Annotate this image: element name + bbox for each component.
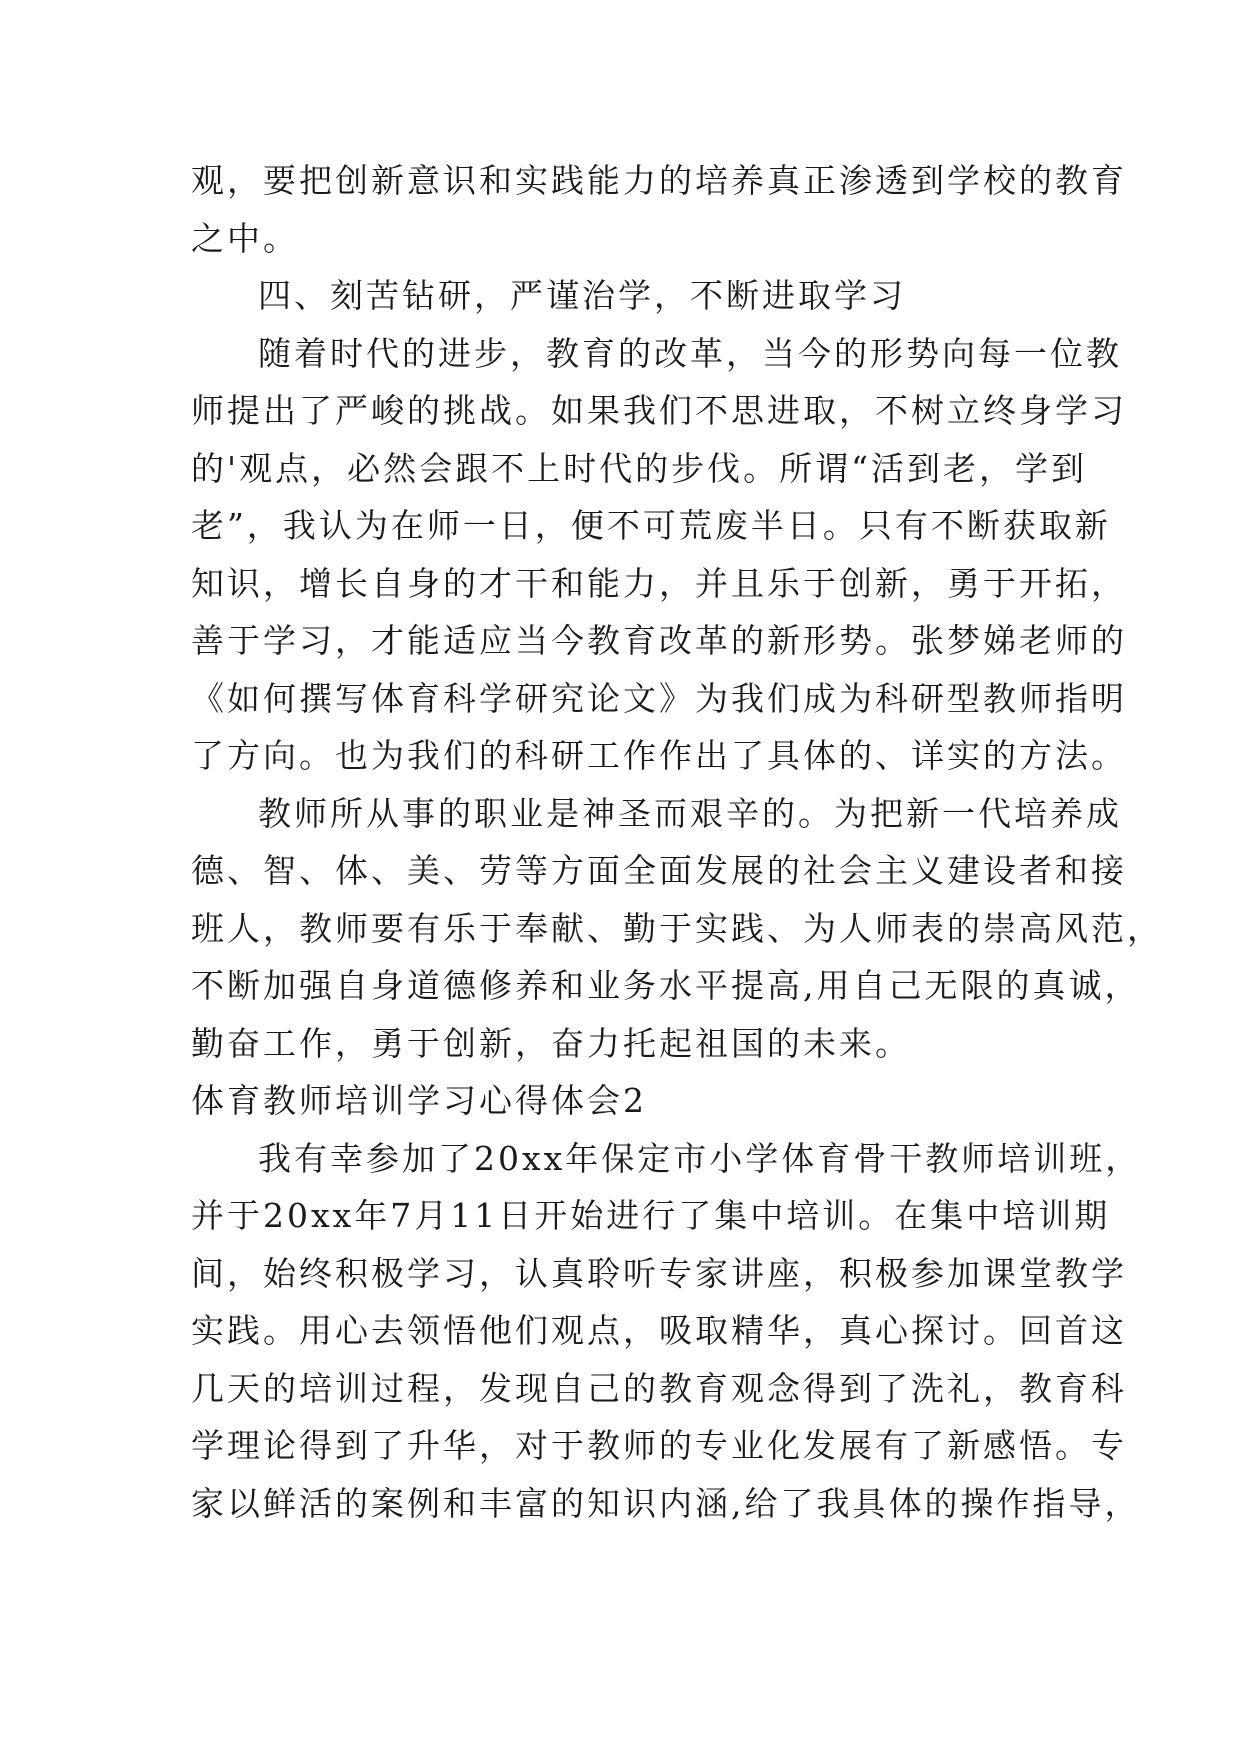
paragraph-start: 我有幸参加了20xx年保定市小学体育骨干教师培训班， (258, 1138, 1142, 1178)
text-line: 的'观点，必然会跟不上时代的步伐。所谓“活到老，学到 (191, 448, 1087, 488)
text-line: 老”，我认为在师一日，便不可荒废半日。只有不断获取新 (191, 506, 1111, 545)
paragraph-start: 随着时代的进步，教育的改革，当今的形势向每一位教 (258, 333, 1122, 373)
text-line: 间，始终积极学习，认真聆听专家讲座，积极参加课堂教学 (191, 1253, 1127, 1293)
text-line: 班人，教师要有乐于奉献、勤于实践、为人师表的崇高风范， (191, 908, 1163, 948)
text-line: 几天的培训过程，发现自己的教育观念得到了洗礼，教育科 (191, 1368, 1127, 1408)
document-body (191, 152, 1163, 1532)
text-line: 善于学习，才能适应当今教育改革的新形势。张梦娣老师的 (191, 621, 1127, 660)
section-heading: 四、刻苦钻研，严谨治学，不断进取学习 (258, 276, 906, 315)
article-title: 体育教师培训学习心得体会2 (191, 1081, 647, 1120)
text-line: 学理论得到了升华，对于教师的专业化发展有了新感悟。专 (191, 1426, 1127, 1465)
text-line: 知识，增长自身的才干和能力，并且乐于创新，勇于开拓， (191, 563, 1127, 603)
text-line: 家以鲜活的案例和丰富的知识内涵,给了我具体的操作指导， (191, 1483, 1141, 1523)
text-line: 师提出了严峻的挑战。如果我们不思进取，不树立终身学习 (191, 391, 1127, 430)
text-line: 观，要把创新意识和实践能力的培养真正渗透到学校的教育 (191, 161, 1127, 200)
text-line: 并于20xx年7月11日开始进行了集中培训。在集中培训期 (191, 1196, 1111, 1235)
text-line: 不断加强自身道德修养和业务水平提高,用自己无限的真诚， (191, 966, 1141, 1005)
text-line: 了方向。也为我们的科研工作作出了具体的、详实的方法。 (191, 736, 1127, 775)
text-line: 《如何撰写体育科学研究论文》为我们成为科研型教师指明 (191, 678, 1127, 718)
paragraph-start: 教师所从事的职业是神圣而艰辛的。为把新一代培养成 (258, 793, 1122, 833)
text-line: 勤奋工作，勇于创新，奋力托起祖国的未来。 (191, 1023, 911, 1063)
text-line: 德、智、体、美、劳等方面全面发展的社会主义建设者和接 (191, 851, 1127, 890)
text-line: 实践。用心去领悟他们观点，吸取精华，真心探讨。回首这 (191, 1311, 1127, 1350)
text-line: 之中。 (191, 218, 299, 258)
